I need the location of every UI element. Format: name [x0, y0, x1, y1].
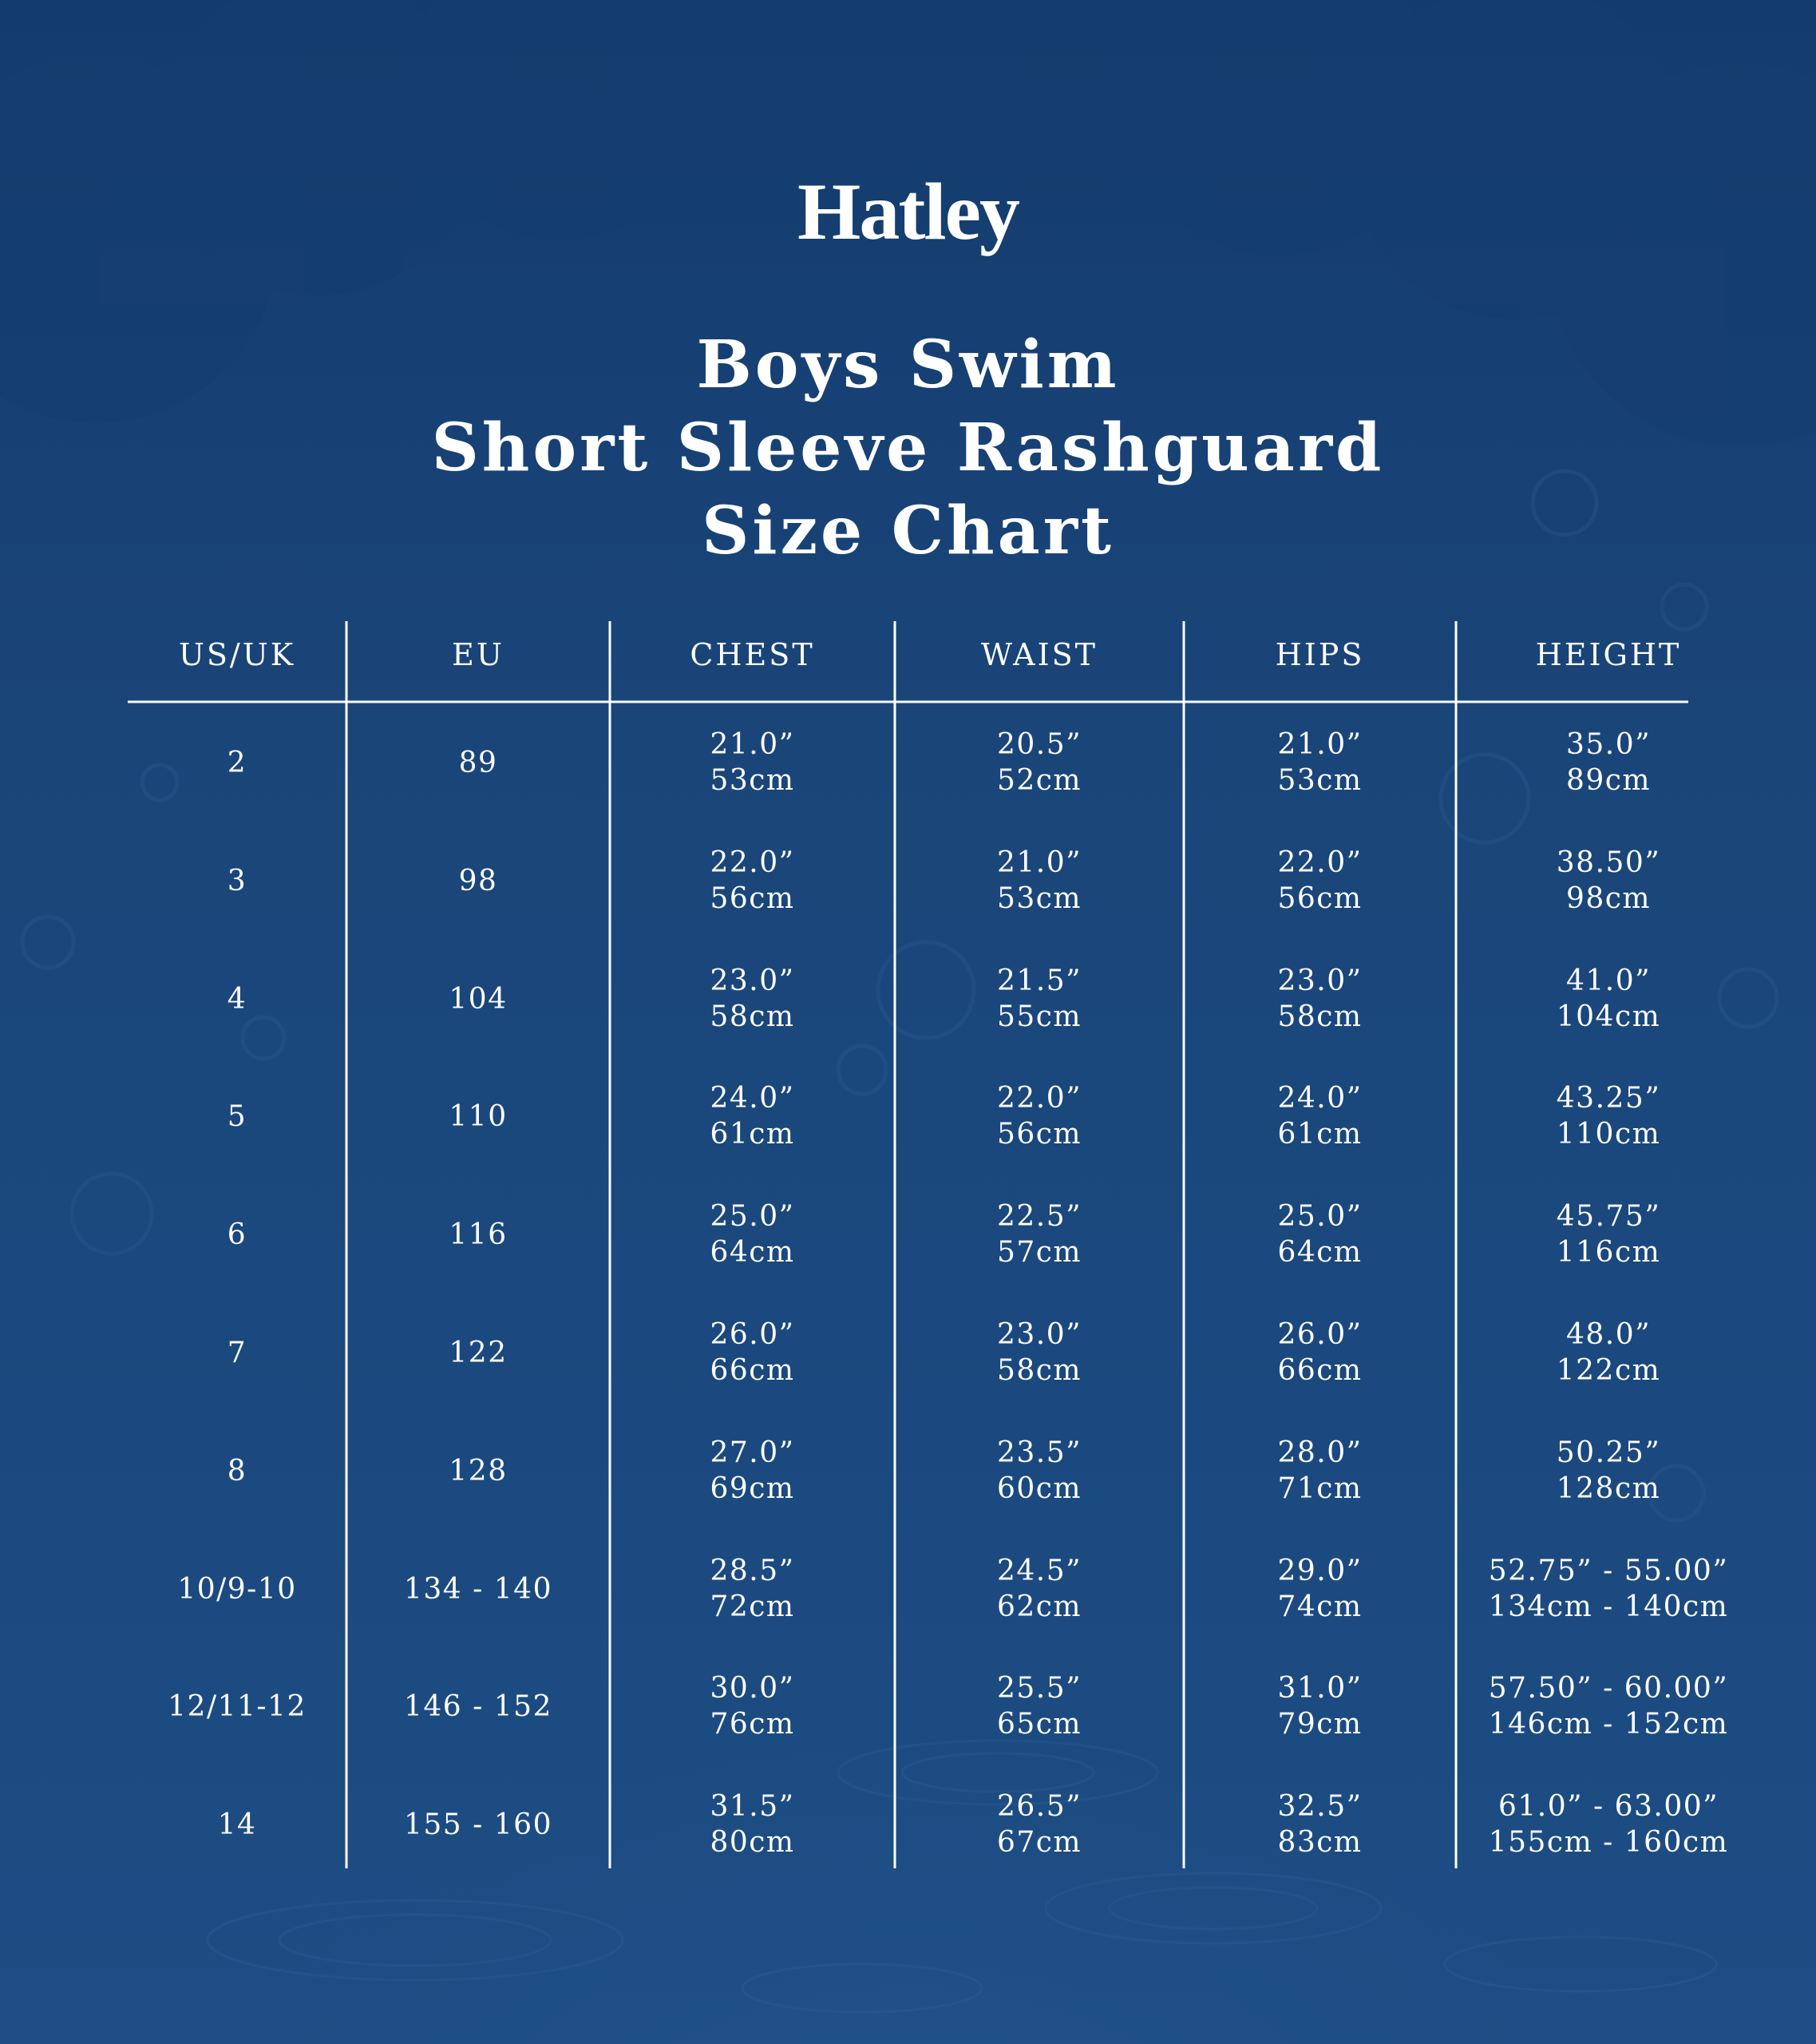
value-cm: 55cm [996, 1000, 1082, 1033]
value-inches: 38.50” [1556, 846, 1661, 879]
value-inches: 50.25” [1556, 1436, 1661, 1469]
cell-us-uk [128, 707, 346, 818]
value-inches: 24.0” [710, 1082, 795, 1115]
value-size: 7 [227, 1336, 247, 1369]
value-inches: 22.5” [996, 1200, 1082, 1233]
value-cm: 53cm [996, 882, 1082, 915]
value-inches: 32.5” [1277, 1790, 1363, 1823]
value-cm: 66cm [1277, 1354, 1363, 1387]
value-cm: 134cm - 140cm [1488, 1590, 1729, 1623]
value-size: 122 [449, 1336, 508, 1369]
value-cm: 65cm [996, 1708, 1082, 1741]
value-size: 146 - 152 [404, 1689, 552, 1723]
value-inches: 45.75” [1556, 1200, 1661, 1233]
value-inches: 61.0” - 63.00” [1498, 1790, 1719, 1823]
cell-waist [895, 1533, 1184, 1645]
cell-us-uk [128, 1650, 346, 1762]
cell-us-uk [128, 1415, 346, 1527]
value-cm: 53cm [1277, 764, 1363, 797]
cell-chest [610, 1297, 895, 1408]
value-inches: 20.5” [996, 728, 1082, 761]
cell-waist [895, 1650, 1184, 1762]
cell-eu [346, 1769, 610, 1880]
value-size: 104 [449, 982, 508, 1016]
cell-height [1456, 707, 1761, 818]
value-size: 10/9-10 [177, 1572, 297, 1606]
value-inches: 35.0” [1565, 728, 1652, 761]
cell-chest [610, 1769, 895, 1880]
cell-height [1456, 1178, 1761, 1290]
cell-waist [895, 1415, 1184, 1527]
cell-us-uk [128, 825, 346, 937]
cell-eu [346, 825, 610, 937]
value-inches: 31.0” [1277, 1672, 1363, 1705]
value-inches: 24.0” [1277, 1082, 1363, 1115]
value-inches: 57.50” - 60.00” [1488, 1672, 1729, 1705]
header-chest: CHEST [690, 637, 815, 672]
value-inches: 25.0” [1277, 1200, 1363, 1233]
value-inches: 21.5” [996, 965, 1082, 997]
cell-us-uk [128, 1060, 346, 1172]
value-size: 12/11-12 [168, 1689, 307, 1723]
header-eu: EU [452, 637, 504, 672]
value-cm: 146cm - 152cm [1488, 1708, 1729, 1741]
cell-eu [346, 707, 610, 818]
value-cm: 79cm [1277, 1708, 1363, 1741]
cell-hips [1184, 707, 1456, 818]
header-height: HEIGHT [1535, 637, 1682, 672]
cell-chest [610, 825, 895, 937]
cell-waist [895, 825, 1184, 937]
value-inches: 28.0” [1277, 1436, 1363, 1469]
cell-waist [895, 943, 1184, 1055]
cell-height [1456, 825, 1761, 937]
cell-eu [346, 1650, 610, 1762]
value-size: 155 - 160 [404, 1808, 552, 1841]
value-cm: 155cm - 160cm [1488, 1826, 1729, 1859]
value-size: 2 [227, 746, 247, 779]
value-cm: 64cm [1277, 1236, 1363, 1269]
value-cm: 64cm [710, 1236, 795, 1269]
cell-chest [610, 1060, 895, 1172]
cell-hips [1184, 1178, 1456, 1290]
cell-chest [610, 707, 895, 818]
cell-hips [1184, 943, 1456, 1055]
header-us-uk: US/UK [178, 637, 296, 672]
cell-hips [1184, 1650, 1456, 1762]
value-cm: 110cm [1556, 1118, 1661, 1151]
value-inches: 21.0” [1277, 728, 1363, 761]
value-inches: 26.0” [1277, 1318, 1363, 1351]
cell-eu [346, 1297, 610, 1408]
cell-chest [610, 1178, 895, 1290]
value-inches: 31.5” [710, 1790, 795, 1823]
value-size: 110 [449, 1099, 508, 1133]
value-cm: 56cm [710, 882, 795, 915]
value-inches: 24.5” [996, 1555, 1082, 1587]
cell-chest [610, 943, 895, 1055]
cell-height [1456, 1533, 1761, 1645]
header-hips: HIPS [1275, 637, 1365, 672]
hatley-logo: Hatley [797, 167, 1019, 257]
cell-height [1456, 1060, 1761, 1172]
cell-waist [895, 707, 1184, 818]
cell-us-uk [128, 1769, 346, 1880]
cell-chest [610, 1533, 895, 1645]
cell-height [1456, 1650, 1761, 1762]
value-inches: 30.0” [710, 1672, 795, 1705]
cell-hips [1184, 1060, 1456, 1172]
value-inches: 22.0” [710, 846, 795, 879]
value-cm: 69cm [710, 1472, 795, 1505]
title-line-1: Boys Swim [696, 327, 1120, 403]
value-inches: 26.0” [710, 1318, 795, 1351]
cell-eu [346, 1415, 610, 1527]
value-size: 8 [227, 1454, 247, 1487]
value-size: 134 - 140 [404, 1572, 552, 1606]
value-inches: 23.5” [996, 1436, 1082, 1469]
cell-us-uk [128, 943, 346, 1055]
value-cm: 116cm [1556, 1236, 1661, 1269]
value-inches: 22.0” [1277, 846, 1363, 879]
value-cm: 57cm [996, 1236, 1082, 1269]
value-inches: 52.75” - 55.00” [1488, 1555, 1729, 1587]
cell-hips [1184, 1297, 1456, 1408]
value-cm: 98cm [1565, 882, 1652, 915]
value-cm: 61cm [710, 1118, 795, 1151]
value-cm: 56cm [1277, 882, 1363, 915]
title-line-3: Size Chart [702, 493, 1114, 569]
value-inches: 43.25” [1556, 1082, 1661, 1115]
value-cm: 58cm [996, 1354, 1082, 1387]
value-cm: 58cm [1277, 1000, 1363, 1033]
title-line-2: Short Sleeve Rashguard [431, 410, 1385, 486]
value-size: 4 [227, 982, 247, 1016]
value-cm: 128cm [1556, 1472, 1661, 1505]
value-inches: 21.0” [996, 846, 1082, 879]
value-size: 116 [449, 1218, 508, 1251]
value-size: 3 [227, 864, 247, 897]
value-cm: 122cm [1556, 1354, 1661, 1387]
cell-height [1456, 1297, 1761, 1408]
value-cm: 74cm [1277, 1590, 1363, 1623]
value-size: 89 [458, 746, 498, 779]
cell-chest [610, 1415, 895, 1527]
value-inches: 29.0” [1277, 1555, 1363, 1587]
cell-us-uk [128, 1297, 346, 1408]
cell-waist [895, 1297, 1184, 1408]
value-size: 14 [217, 1808, 257, 1841]
cell-hips [1184, 1415, 1456, 1527]
value-cm: 58cm [710, 1000, 795, 1033]
page-title [0, 323, 1816, 572]
value-cm: 67cm [996, 1826, 1082, 1859]
value-size: 5 [227, 1099, 247, 1133]
value-cm: 71cm [1277, 1472, 1363, 1505]
cell-chest [610, 1650, 895, 1762]
value-inches: 22.0” [996, 1082, 1082, 1115]
value-cm: 52cm [996, 764, 1082, 797]
value-cm: 72cm [710, 1590, 795, 1623]
value-cm: 62cm [996, 1590, 1082, 1623]
value-size: 128 [449, 1454, 508, 1487]
value-inches: 26.5” [996, 1790, 1082, 1823]
value-inches: 41.0” [1565, 965, 1652, 997]
value-cm: 80cm [710, 1826, 795, 1859]
cell-eu [346, 1178, 610, 1290]
cell-height [1456, 943, 1761, 1055]
value-cm: 66cm [710, 1354, 795, 1387]
value-inches: 48.0” [1565, 1318, 1652, 1351]
value-inches: 25.0” [710, 1200, 795, 1233]
value-size: 6 [227, 1218, 247, 1251]
cell-us-uk [128, 1533, 346, 1645]
cell-height [1456, 1769, 1761, 1880]
value-cm: 56cm [996, 1118, 1082, 1151]
cell-hips [1184, 1769, 1456, 1880]
value-cm: 76cm [710, 1708, 795, 1741]
value-inches: 25.5” [996, 1672, 1082, 1705]
value-cm: 53cm [710, 764, 795, 797]
cell-waist [895, 1060, 1184, 1172]
value-inches: 28.5” [710, 1555, 795, 1587]
cell-height [1456, 1415, 1761, 1527]
cell-waist [895, 1769, 1184, 1880]
cell-hips [1184, 825, 1456, 937]
value-cm: 60cm [996, 1472, 1082, 1505]
cell-hips [1184, 1533, 1456, 1645]
value-cm: 61cm [1277, 1118, 1363, 1151]
cell-eu [346, 943, 610, 1055]
value-cm: 104cm [1556, 1000, 1661, 1033]
cell-eu [346, 1533, 610, 1645]
value-cm: 89cm [1565, 764, 1652, 797]
value-inches: 23.0” [1277, 965, 1363, 997]
value-inches: 21.0” [710, 728, 795, 761]
value-inches: 23.0” [996, 1318, 1082, 1351]
cell-us-uk [128, 1178, 346, 1290]
header-waist: WAIST [981, 637, 1098, 672]
value-inches: 27.0” [710, 1436, 795, 1469]
value-cm: 83cm [1277, 1826, 1363, 1859]
value-size: 98 [458, 864, 498, 897]
value-inches: 23.0” [710, 965, 795, 997]
cell-eu [346, 1060, 610, 1172]
cell-waist [895, 1178, 1184, 1290]
